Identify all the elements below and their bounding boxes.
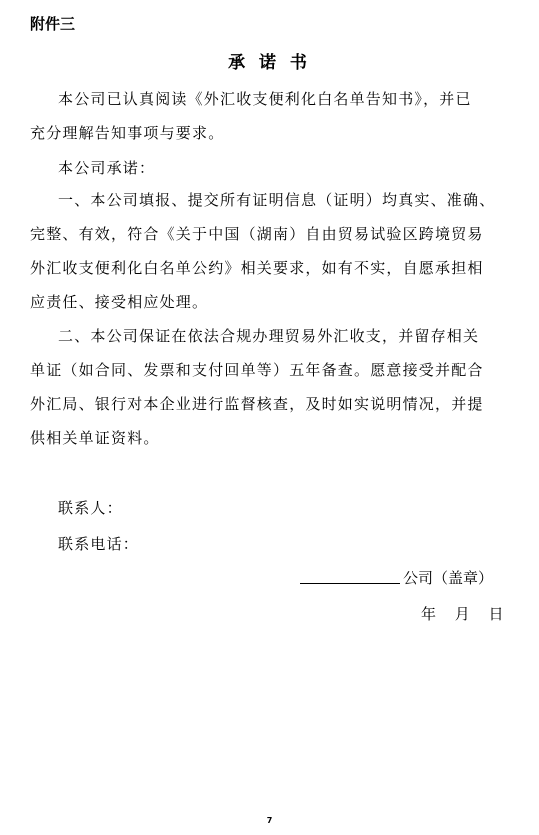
contact-person-label: 联系人： bbox=[58, 499, 123, 517]
paragraph-line: 二、本公司保证在依法合规办理贸易外汇收支，并留存相关 bbox=[58, 327, 480, 345]
paragraph-commitment-two bbox=[30, 325, 510, 445]
company-seal-label: 公司（盖章） bbox=[403, 569, 494, 587]
paragraph-line: 外汇局、银行对本企业进行监督核查，及时如实说明情况，并提 bbox=[30, 395, 484, 413]
paragraph-line: 外汇收支便利化白名单公约》相关要求，如有不实，自愿承担相 bbox=[30, 259, 484, 277]
contact-phone-label: 联系电话： bbox=[58, 535, 140, 553]
paragraph-intro bbox=[30, 88, 510, 142]
paragraph-line: 应责任、接受相应处理。 bbox=[30, 293, 209, 311]
paragraph-line: 一、本公司填报、提交所有证明信息（证明）均真实、准确、 bbox=[58, 191, 496, 209]
paragraph-commitment-one bbox=[30, 189, 510, 309]
paragraph-line: 单证（如合同、发票和支付回单等）五年备查。愿意接受并配合 bbox=[30, 361, 484, 379]
document-title: 承 诺 书 bbox=[228, 53, 311, 73]
attachment-label: 附件三 bbox=[30, 15, 76, 33]
paragraph-line: 本公司已认真阅读《外汇收支便利化白名单告知书》，并已 bbox=[58, 90, 472, 108]
paragraph-line: 充分理解告知事项与要求。 bbox=[30, 124, 225, 142]
paragraph-line: 供相关单证资料。 bbox=[30, 429, 160, 447]
page-number: 7 bbox=[266, 816, 273, 825]
paragraph-commitment-heading: 本公司承诺： bbox=[58, 159, 156, 177]
company-name-blank-line bbox=[300, 583, 400, 584]
paragraph-line: 完整、有效，符合《关于中国（湖南）自由贸易试验区跨境贸易 bbox=[30, 225, 484, 243]
date-line: 年 月 日 bbox=[421, 605, 504, 623]
